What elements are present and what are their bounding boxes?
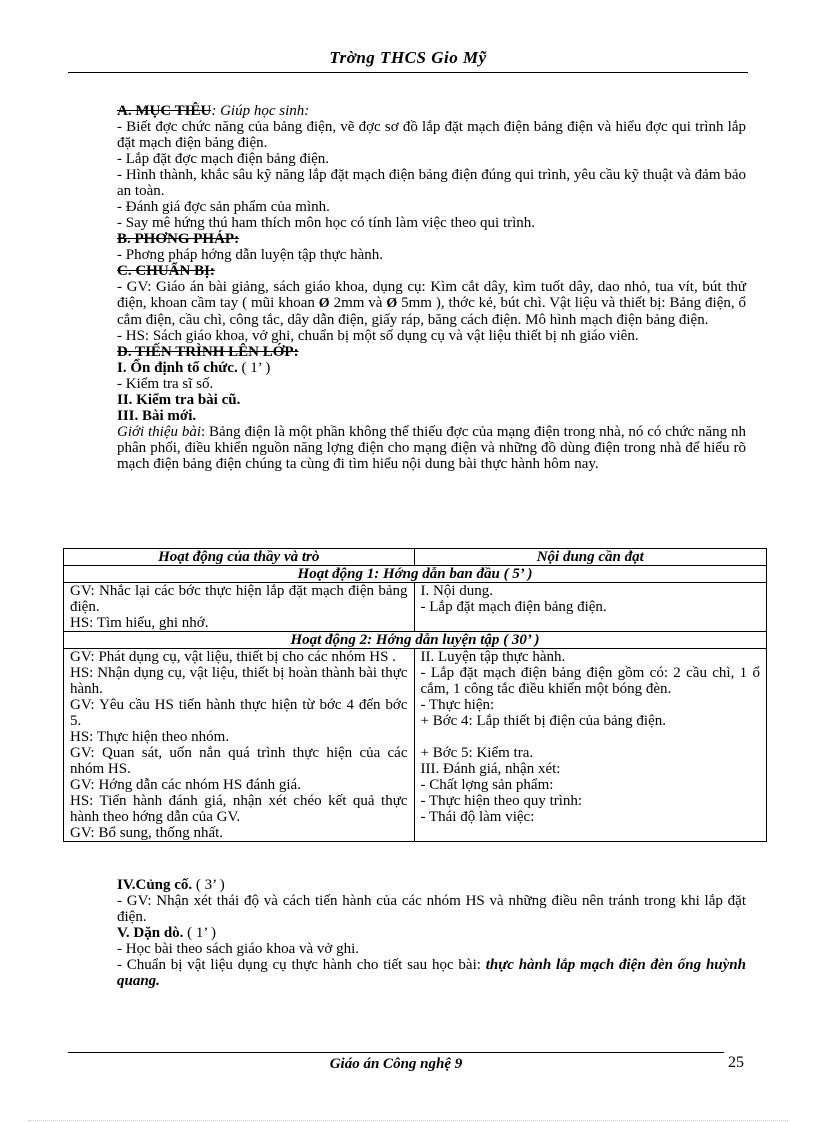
list-item [421,729,761,745]
list-item: III. Đánh giá, nhận xét: [420,761,561,777]
table-header-row [64,549,767,566]
list-item: - Lắp đặt mạch điện bảng điện. [420,599,607,615]
list-item: HS: Tìm hiểu, ghi nhớ. [70,615,209,631]
intro-paragraph: Giới thiệu bài: Bảng điện là một phần không thể thiếu đợc của mạng điện trong nhà, nó có chức năng nh phân phối, điều khiển nguồn năng lợng điện cho mạng điện và những đồ dùng điện trong nhà để hiểu rõ mạch điện bảng điện chúng ta cùng đi tìm hiểu nội dung bài thực hành hôm nay. [117,424,746,472]
list-item: II. Luyện tập thực hành. [420,649,566,665]
list-item: HS: Nhận dụng cụ, vật liệu, thiết bị hoàn thành bài thực hành. [70,665,408,697]
footer-divider [68,1052,724,1053]
lesson-body [117,103,746,472]
list-item: - Chất lợng sản phẩm: [420,777,554,793]
goal-2: - Lắp đặt đợc mạch điện bảng điện. [117,151,330,167]
goal-3: - Hình thành, khắc sâu kỹ năng lắp đặt mạch điện bảng điện đúng qui trình, yêu cầu kỹ thuật và đảm bảo an toàn. [117,167,746,199]
activity-2-title: Hoạt động 2: Hớng dẫn luyện tập ( 30’ ) [64,632,767,649]
step-i: I. Ổn định tổ chức. ( 1’ ) [117,360,271,376]
header-divider [68,72,748,73]
col-header-content: Nội dung cần đạt [414,549,767,566]
closing-sections [117,877,746,989]
goal-5: - Say mê hứng thú ham thích môn học có tính làm việc theo qui trình. [117,215,536,231]
list-item: HS: Tiến hành đánh giá, nhận xét chéo kết quả thực hành theo hớng dẫn của GV. [70,793,408,825]
list-item: GV: Quan sát, uốn nắn quá trình thực hiện của các nhóm HS. [70,745,408,777]
section-a-subtitle: : Giúp học sinh: [211,103,310,119]
section-a-heading [117,103,746,119]
activity-1-row [64,583,767,632]
activity-1-right [414,583,767,632]
step-v-line-2: - Chuẩn bị vật liệu dụng cụ thực hành cho tiết sau học bài: thực hành lắp mạch điện đèn ống huỳnh quang. [117,957,746,989]
step-v-line-1: - Học bài theo sách giáo khoa và vở ghi. [117,941,360,957]
page-edge [28,1120,788,1121]
list-item: - Thực hiện theo quy trình: [420,793,583,809]
section-d-title: D. TIẾN TRÌNH LÊN LỚP: [117,344,299,360]
activity-2-row [64,649,767,842]
goal-4: - Đánh giá đợc sản phẩm của mình. [117,199,330,215]
step-iv-line: - GV: Nhận xét thái độ và cách tiến hành của các nhóm HS và những điều nên tránh trong khi lắp đặt điện. [117,893,746,925]
list-item: - Lắp đặt mạch điện bảng điện gồm có: 2 cầu chì, 1 ổ cắm, 1 công tắc điều khiển một bóng đèn. [420,665,760,697]
col-header-activities: Hoạt động của thầy và trò [64,549,415,566]
list-item: GV: Nhắc lại các bớc thực hiện lắp đặt mạch điện bảng điện. [70,583,408,615]
list-item: HS: Thực hiện theo nhóm. [70,729,230,745]
activity-table [63,548,767,842]
list-item: I. Nội dung. [420,583,493,599]
activity-1-left [64,583,415,632]
activity-1-title-row [64,566,767,583]
page-footer: Giáo án Công nghệ 9 [329,1056,463,1072]
step-v: V. Dặn dò. ( 1’ ) [117,925,217,941]
activity-2-left [64,649,415,842]
goal-1: - Biết đợc chức năng của bảng điện, vẽ đợc sơ đồ lắp đặt mạch điện bảng điện và hiểu đợc qui trình lắp đặt mạch điện bảng điện. [117,119,746,151]
step-iv: IV.Củng cố. ( 3’ ) [117,877,225,893]
list-item: + Bớc 4: Lắp thiết bị điện của bảng điện. [420,713,666,729]
section-a-title: A. MỤC TIÊU [117,103,212,119]
section-b-title: B. PHƠNG PHÁP: [117,231,240,247]
activity-1-title: Hoạt động 1: Hớng dẫn ban đầu ( 5’ ) [64,566,767,583]
page-number: 25 [728,1054,744,1071]
diameter-symbol: Ø [386,296,398,311]
step-ii: II. Kiểm tra bài cũ. [117,392,241,408]
page-header: Trờng THCS Gio Mỹ [329,48,487,67]
list-item: GV: Yêu cầu HS tiến hành thực hiện từ bớc 4 đến bớc 5. [70,697,408,729]
diameter-symbol: Ø [318,296,330,311]
activity-2-right [414,649,767,842]
activity-2-title-row [64,632,767,649]
method-1: - Phơng pháp hớng dẫn luyện tập thực hành. [117,247,384,263]
step-iii: III. Bài mới. [117,408,197,424]
list-item: + Bớc 5: Kiểm tra. [420,745,534,761]
list-item: GV: Phát dụng cụ, vật liệu, thiết bị cho các nhóm HS . [70,649,396,665]
prep-hs: - HS: Sách giáo khoa, vở ghi, chuẩn bị một số dụng cụ và vật liệu thiết bị nh giáo viên. [117,328,639,344]
prep-gv: - GV: Giáo án bài giảng, sách giáo khoa, dụng cụ: Kìm cắt dây, kìm tuốt dây, dao nhỏ, tua vít, bút thử điện, khoan cầm tay ( mũi khoan Ø 2mm và Ø 5mm ), thớc kẻ, bút chì. Vật liệu và thiết bị: Bảng điện, ổ cắm điện, cầu chì, công tắc, dây dẫn điện, giấy ráp, băng cách điện. Mô hình mạch điện bảng điện. [117,279,746,328]
list-item: GV: Hớng dẫn các nhóm HS đánh giá. [70,777,301,793]
list-item: - Thực hiện: [420,697,495,713]
step-i-line: - Kiểm tra sĩ số. [117,376,214,392]
section-c-title: C. CHUẨN BỊ: [117,263,215,279]
list-item: GV: Bổ sung, thống nhất. [70,825,224,841]
list-item: - Thái độ làm việc: [420,809,535,825]
